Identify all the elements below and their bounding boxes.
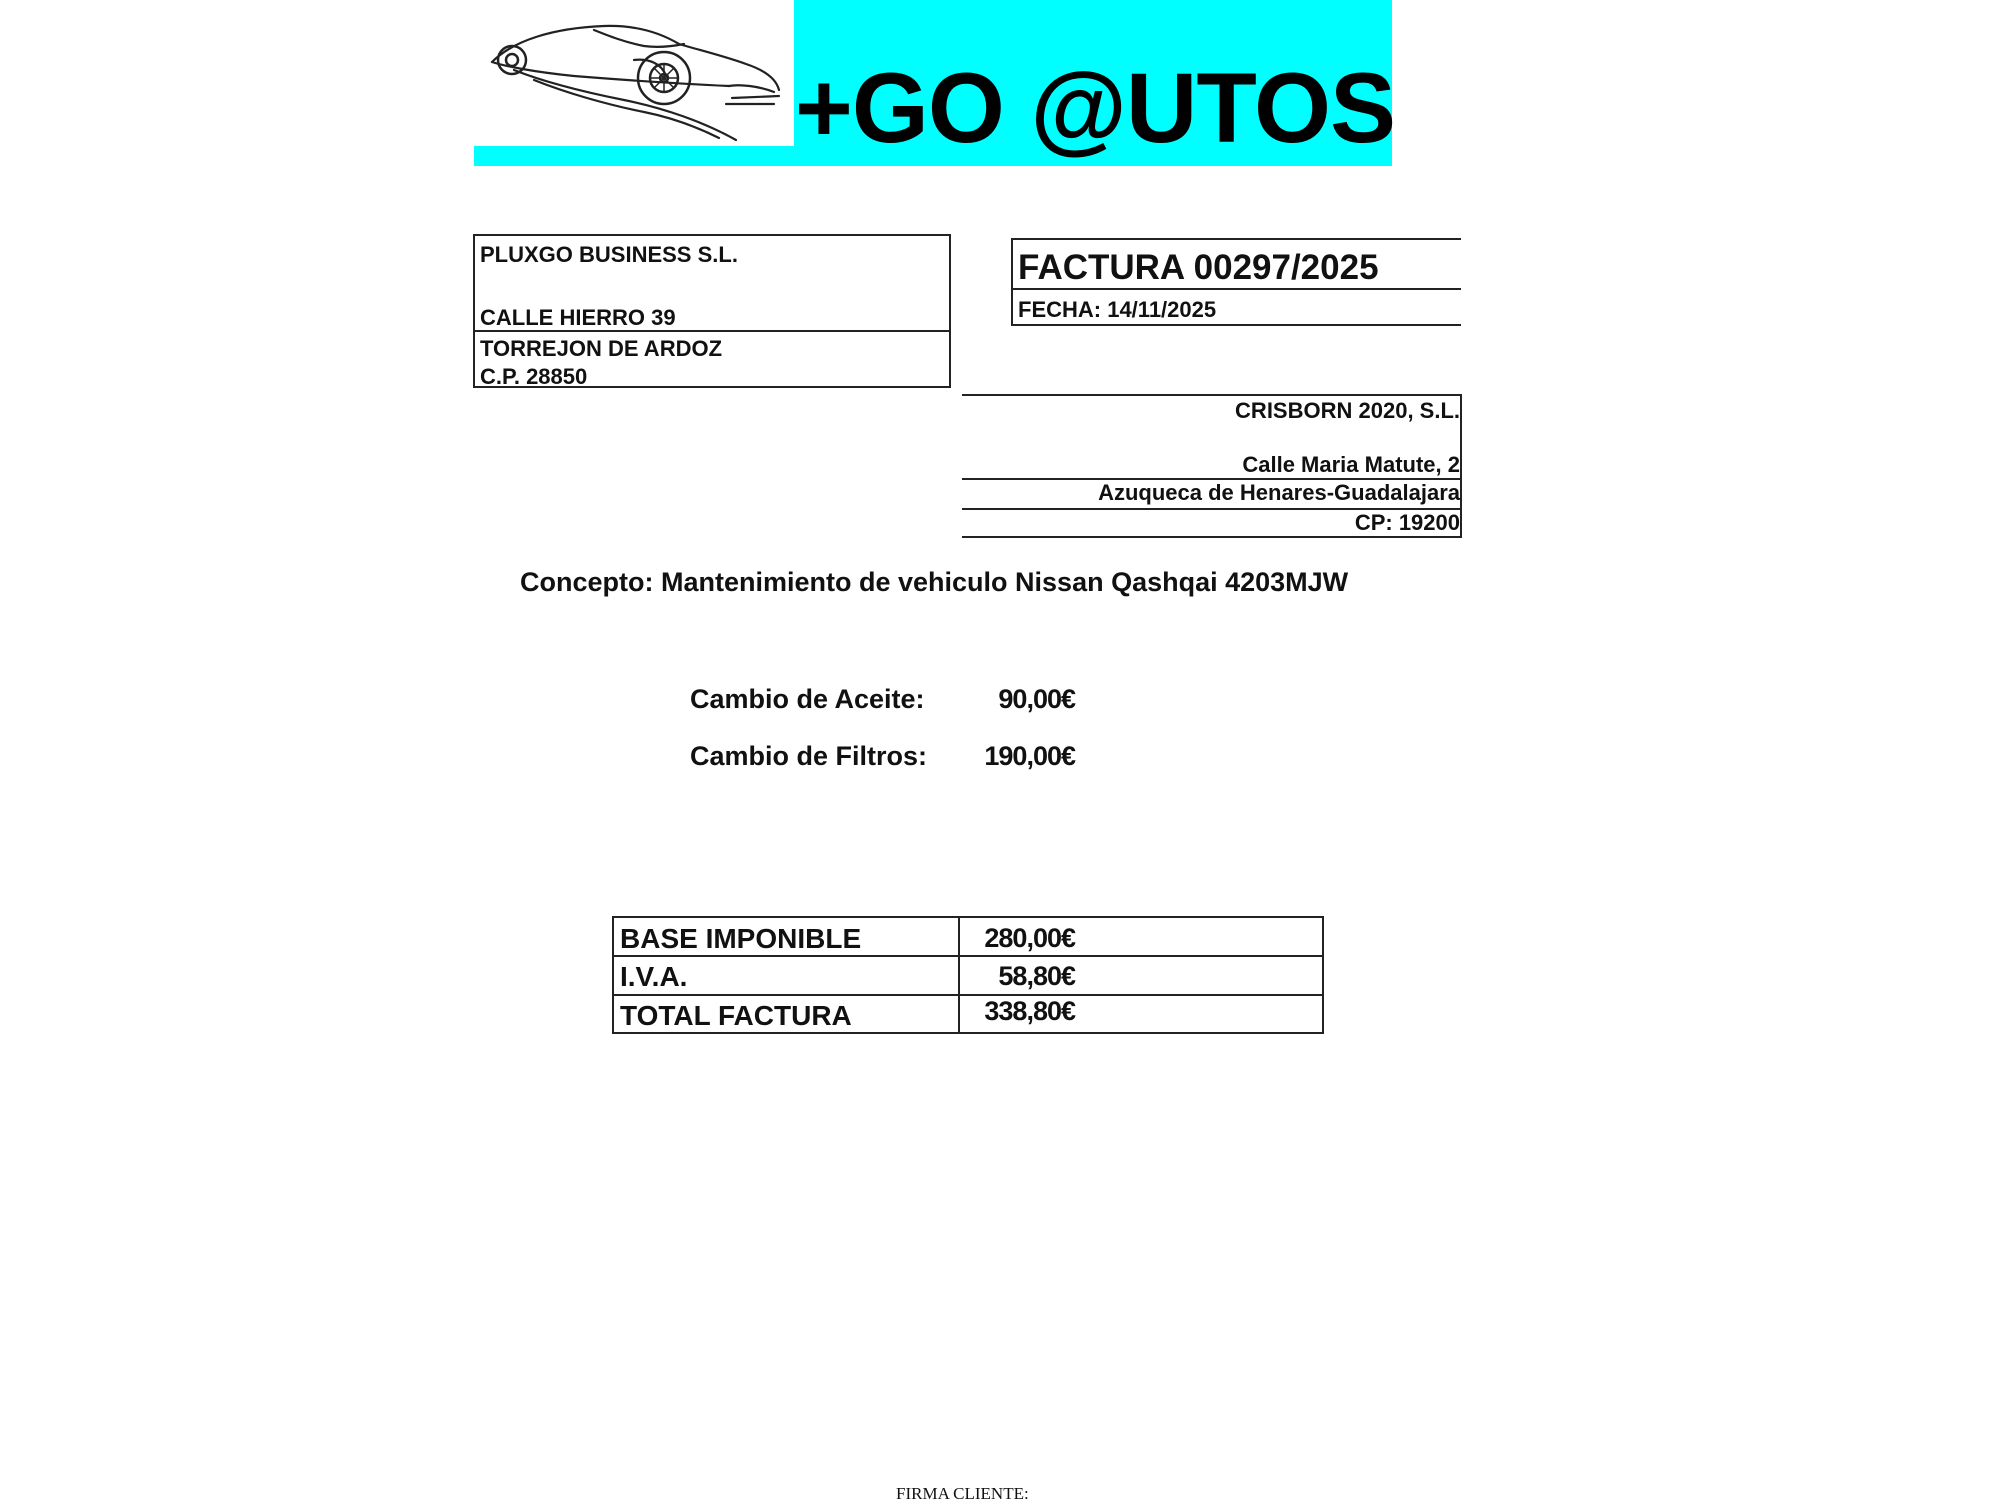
issuer-bottom-rule (962, 536, 1462, 538)
iva-value: 58,80€ (998, 961, 1075, 991)
client-city: TORREJON DE ARDOZ (480, 336, 723, 361)
item-amount: 190,00€ (984, 741, 1075, 771)
base-label: BASE IMPONIBLE (620, 923, 862, 954)
totals-col-divider (958, 916, 960, 1034)
issuer-postal: CP: 19200 (1354, 510, 1460, 535)
issuer-city: Azuqueca de Henares-Guadalajara (1098, 480, 1460, 505)
base-value: 280,00€ (984, 923, 1075, 953)
issuer-top-rule (962, 394, 1462, 396)
invoice-box-border (1011, 324, 1461, 326)
invoice-number: FACTURA 00297/2025 (1018, 248, 1379, 287)
invoice-box-border (1011, 238, 1461, 240)
issuer-name: CRISBORN 2020, S.L. (1235, 398, 1460, 423)
concept-line: Concepto: Mantenimiento de vehiculo Nissan Qashqai 4203MJW (520, 567, 1349, 597)
invoice-box-border (1011, 288, 1461, 290)
signature-label: FIRMA CLIENTE: (896, 1484, 1029, 1503)
issuer-right-rule (1460, 394, 1462, 538)
brand-title: +GO @UTOS (795, 52, 1396, 163)
client-name: PLUXGO BUSINESS S.L. (480, 242, 738, 267)
invoice-date: FECHA: 14/11/2025 (1018, 297, 1217, 322)
client-postal: C.P. 28850 (480, 364, 588, 389)
item-amount: 90,00€ (998, 684, 1075, 714)
totals-row-divider (612, 994, 1324, 996)
item-label: Cambio de Filtros: (690, 741, 928, 771)
invoice-box-border (1011, 238, 1013, 326)
issuer-street: Calle Maria Matute, 2 (1242, 452, 1460, 477)
client-street: CALLE HIERRO 39 (480, 305, 676, 330)
logo (474, 0, 794, 146)
item-label: Cambio de Aceite: (690, 684, 925, 714)
total-label: TOTAL FACTURA (620, 1000, 852, 1031)
iva-label: I.V.A. (620, 961, 688, 992)
total-value: 338,80€ (984, 996, 1075, 1026)
sports-car-icon (474, 0, 794, 146)
totals-row-divider (612, 955, 1324, 957)
